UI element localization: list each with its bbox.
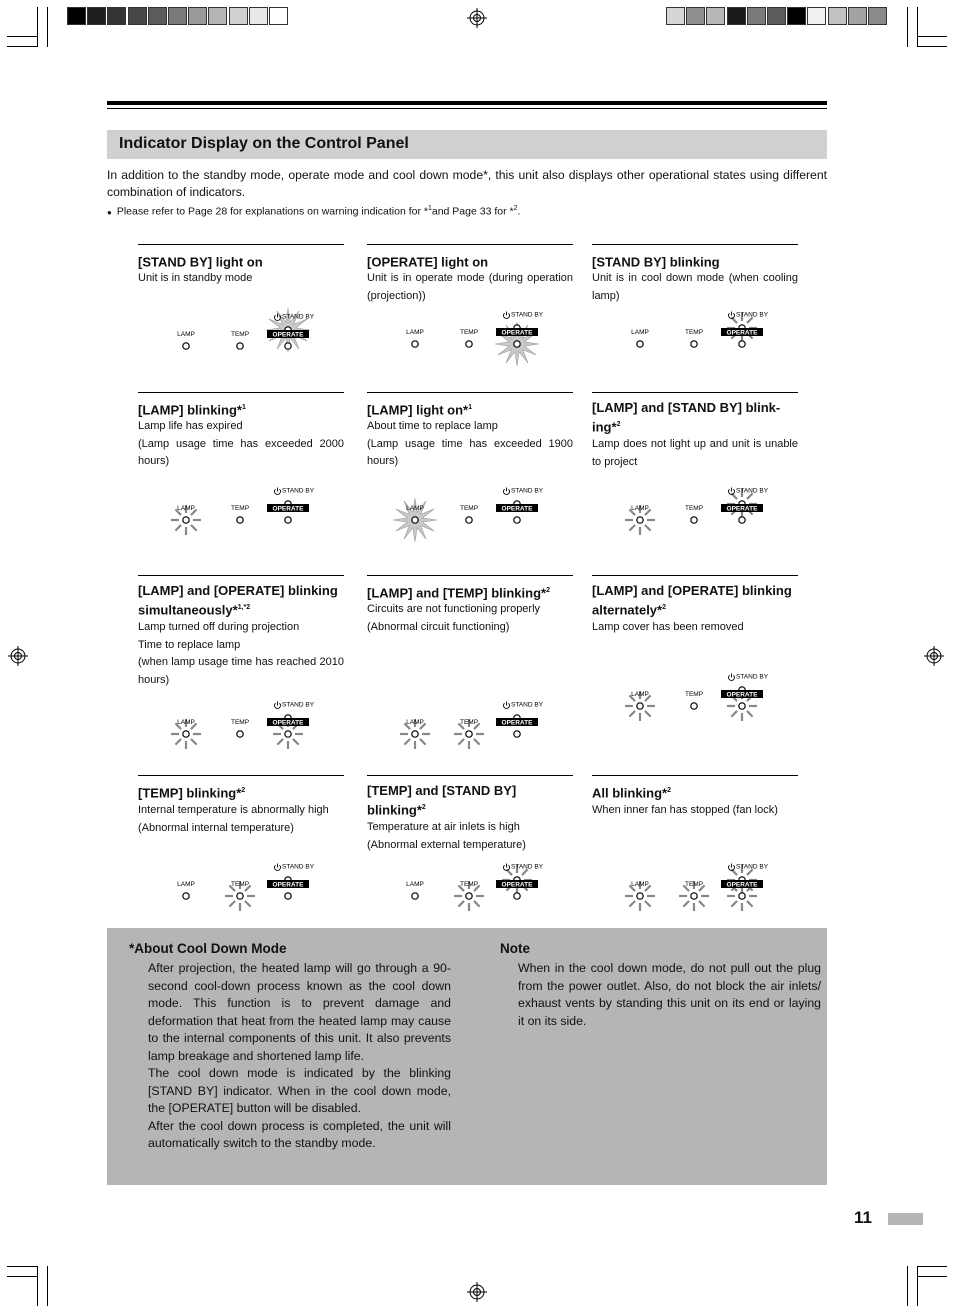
registration-mark-icon — [467, 1282, 487, 1302]
indicator-panel — [138, 300, 344, 370]
registration-mark-icon — [8, 646, 28, 666]
state-title: [STAND BY] light on — [138, 254, 263, 270]
color-swatch — [107, 7, 126, 25]
standby-label: STAND BY — [282, 313, 315, 321]
bullet-icon: ● — [107, 207, 112, 217]
page-number: 11 — [854, 1208, 872, 1227]
lamp-label: LAMP — [406, 881, 424, 888]
state-description: Lamp does not light up and unit is unable to project — [592, 438, 798, 468]
operate-indicator — [514, 517, 520, 523]
temp-indicator — [237, 893, 243, 899]
state-title: [TEMP] blinking*$^2$ — [138, 785, 246, 801]
power-icon — [504, 488, 510, 495]
standby-label: STAND BY — [736, 863, 769, 871]
state-title: [STAND BY] blinking — [592, 254, 720, 270]
registration-mark-icon — [924, 646, 944, 666]
state-title: [LAMP] blinking*$^1$ — [138, 402, 246, 418]
standby-label: STAND BY — [736, 487, 769, 495]
card-rule — [592, 392, 798, 393]
card-rule — [367, 575, 573, 576]
temp-indicator — [691, 517, 697, 523]
crop-mark — [7, 46, 37, 47]
note-title: Note — [500, 941, 530, 956]
standby-label: STAND BY — [282, 701, 315, 709]
crop-mark — [907, 7, 908, 47]
crop-mark — [907, 1266, 908, 1306]
power-icon — [504, 312, 510, 319]
color-swatch — [666, 7, 685, 25]
indicator-panel — [592, 474, 798, 544]
temp-label: TEMP — [230, 505, 250, 512]
lamp-label: LAMP — [406, 329, 424, 336]
state-description: Internal temperature is abnormally high (Abnormal internal temperature) — [138, 804, 329, 834]
operate-label: OPERATE — [272, 881, 304, 889]
lamp-label: LAMP — [631, 881, 649, 888]
lamp-indicator — [183, 517, 189, 523]
info-box — [107, 928, 827, 1185]
power-icon — [504, 702, 510, 709]
lamp-label: LAMP — [177, 505, 195, 512]
section-title: Indicator Display on the Control Panel — [119, 135, 409, 152]
color-swatch — [148, 7, 167, 25]
lamp-indicator — [637, 341, 643, 347]
operate-label: OPERATE — [501, 329, 533, 337]
operate-label: OPERATE — [726, 881, 758, 889]
state-description: Circuits are not functioning properly (Abnormal circuit functioning) — [367, 603, 541, 633]
operate-indicator — [514, 893, 520, 899]
indicator-panel — [138, 850, 344, 920]
temp-label: TEMP — [459, 505, 479, 512]
crop-mark — [917, 1266, 947, 1267]
temp-label: TEMP — [684, 505, 704, 512]
state-description: Lamp turned off during projection Time to replace lamp (when lamp usage time has reached 2010 hours) — [138, 621, 344, 686]
crop-mark — [47, 7, 48, 47]
state-description: Temperature at air inlets is high (Abnormal external temperature) — [367, 821, 526, 851]
color-swatch — [188, 7, 207, 25]
card-rule — [367, 244, 573, 245]
standby-label: STAND BY — [511, 701, 544, 709]
lamp-label: LAMP — [177, 719, 195, 726]
crop-mark — [37, 7, 38, 47]
lamp-indicator — [412, 893, 418, 899]
lamp-indicator — [412, 517, 418, 523]
lamp-indicator — [412, 341, 418, 347]
color-swatch — [787, 7, 806, 25]
operate-label: OPERATE — [272, 331, 304, 339]
operate-indicator — [285, 731, 291, 737]
lamp-indicator — [637, 893, 643, 899]
card-rule — [138, 775, 344, 776]
temp-indicator — [691, 893, 697, 899]
operate-indicator — [285, 893, 291, 899]
indicator-panel — [367, 850, 573, 920]
crop-mark — [7, 36, 37, 37]
lamp-indicator — [637, 517, 643, 523]
crop-mark — [37, 1266, 38, 1306]
color-swatch — [249, 7, 268, 25]
operate-label: OPERATE — [726, 691, 758, 699]
operate-indicator — [285, 517, 291, 523]
power-icon — [275, 488, 281, 495]
card-rule — [138, 244, 344, 245]
operate-label: OPERATE — [272, 505, 304, 513]
temp-indicator — [466, 893, 472, 899]
registration-mark-icon — [467, 8, 487, 28]
crop-mark — [917, 46, 947, 47]
operate-label: OPERATE — [501, 719, 533, 727]
lamp-indicator — [637, 703, 643, 709]
operate-indicator — [514, 731, 520, 737]
operate-indicator — [514, 341, 520, 347]
color-swatch — [87, 7, 106, 25]
header-rule — [107, 108, 827, 109]
operate-indicator — [739, 893, 745, 899]
page-tab — [888, 1213, 923, 1225]
card-rule — [138, 575, 344, 576]
state-description: Lamp cover has been removed — [592, 621, 744, 633]
operate-indicator — [285, 343, 291, 349]
indicator-panel — [138, 688, 344, 758]
temp-indicator — [466, 341, 472, 347]
lamp-label: LAMP — [406, 719, 424, 726]
state-description: Unit is in operate mode (during operation (projection)) — [367, 272, 573, 302]
color-swatch — [868, 7, 887, 25]
lamp-label: LAMP — [177, 881, 195, 888]
card-rule — [592, 244, 798, 245]
card-rule — [592, 575, 798, 576]
crop-mark — [7, 1276, 37, 1277]
color-swatch — [168, 7, 187, 25]
cool-down-text: After projection, the heated lamp will go through a 90-second cool-down process known as the cool down mode. This function is to prevent damage and deformation that heat from the heated lamp may cause to the internal components of this unit. It also prevents lamp breakage and shortened lamp life. The cool down mode is indicated by the blinking [STAND BY] indicator. When in the cool down mode, the [OPERATE] button will be disabled. After the cool down process is completed, the unit will automatically switch to the standby mode. — [148, 961, 451, 1150]
operate-label: OPERATE — [726, 505, 758, 513]
reference-note: ● Please refer to Page 28 for explanations on warning indication for *$^1$and Page 33 for *$^2$. — [107, 205, 521, 218]
crop-mark — [917, 7, 918, 47]
temp-indicator — [691, 341, 697, 347]
state-description: When inner fan has stopped (fan lock) — [592, 804, 778, 816]
color-swatch — [67, 7, 86, 25]
temp-indicator — [466, 731, 472, 737]
state-title: [LAMP] and [OPERATE] blinking alternately*$^2$ — [592, 583, 792, 618]
section-header — [107, 130, 827, 159]
temp-label: TEMP — [684, 691, 704, 698]
crop-mark — [47, 1266, 48, 1306]
card-rule — [138, 392, 344, 393]
indicator-panel — [367, 474, 573, 544]
standby-label: STAND BY — [736, 673, 769, 681]
color-swatch — [208, 7, 227, 25]
standby-label: STAND BY — [736, 311, 769, 319]
indicator-panel — [592, 850, 798, 920]
card-rule — [367, 775, 573, 776]
standby-label: STAND BY — [282, 863, 315, 871]
indicator-panel — [592, 660, 798, 730]
card-rule — [592, 775, 798, 776]
color-swatch — [828, 7, 847, 25]
power-icon — [275, 864, 281, 871]
crop-mark — [7, 1266, 37, 1267]
temp-label: TEMP — [230, 331, 250, 338]
operate-indicator — [739, 703, 745, 709]
color-swatch — [747, 7, 766, 25]
lamp-label: LAMP — [631, 691, 649, 698]
operate-indicator — [739, 341, 745, 347]
color-swatch — [706, 7, 725, 25]
temp-label: TEMP — [684, 329, 704, 336]
lamp-label: LAMP — [631, 329, 649, 336]
color-swatch — [807, 7, 826, 25]
standby-label: STAND BY — [511, 863, 544, 871]
state-title: [OPERATE] light on — [367, 254, 489, 270]
temp-indicator — [466, 517, 472, 523]
temp-label: TEMP — [684, 881, 704, 888]
operate-label: OPERATE — [272, 719, 304, 727]
crop-mark — [917, 1266, 918, 1306]
state-description: About time to replace lamp (Lamp usage time has exceeded 1900 hours) — [367, 420, 573, 467]
crop-mark — [917, 36, 947, 37]
state-title: [LAMP] and [TEMP] blinking*$^2$ — [367, 585, 550, 601]
temp-label: TEMP — [459, 719, 479, 726]
indicator-panel — [367, 688, 573, 758]
color-swatch — [767, 7, 786, 25]
color-swatch — [727, 7, 746, 25]
temp-indicator — [691, 703, 697, 709]
state-description: Unit is in cool down mode (when cooling lamp) — [592, 272, 798, 302]
color-swatch — [848, 7, 867, 25]
state-description: Unit is in standby mode — [138, 272, 253, 284]
temp-label: TEMP — [230, 881, 250, 888]
temp-label: TEMP — [230, 719, 250, 726]
standby-label: STAND BY — [511, 487, 544, 495]
lamp-label: LAMP — [406, 505, 424, 512]
temp-indicator — [237, 517, 243, 523]
state-title: [LAMP] and [OPERATE] blinking simultaneously*$^{1,*2}$ — [138, 583, 338, 618]
color-swatch — [269, 7, 288, 25]
standby-label: STAND BY — [511, 311, 544, 319]
standby-label: STAND BY — [282, 487, 315, 495]
operate-label: OPERATE — [501, 505, 533, 513]
lamp-label: LAMP — [177, 331, 195, 338]
power-icon — [275, 702, 281, 709]
state-title: [LAMP] light on*$^1$ — [367, 402, 472, 418]
lamp-indicator — [412, 731, 418, 737]
indicator-panel — [138, 474, 344, 544]
temp-indicator — [237, 343, 243, 349]
intro-paragraph: In addition to the standby mode, operate mode and cool down mode*, this unit also displays other operational states using different combination of indicators. — [107, 168, 827, 199]
lamp-indicator — [183, 731, 189, 737]
temp-label: TEMP — [459, 329, 479, 336]
color-swatch — [229, 7, 248, 25]
operate-label: OPERATE — [501, 881, 533, 889]
state-description: Lamp life has expired (Lamp usage time has exceeded 2000 hours) — [138, 420, 344, 467]
lamp-label: LAMP — [631, 505, 649, 512]
power-icon — [729, 674, 735, 681]
indicator-panel — [592, 298, 798, 368]
operate-label: OPERATE — [726, 329, 758, 337]
header-rule — [107, 101, 827, 105]
crop-mark — [917, 1276, 947, 1277]
lamp-indicator — [183, 343, 189, 349]
lamp-indicator — [183, 893, 189, 899]
operate-indicator — [739, 517, 745, 523]
state-title: [LAMP] and [STAND BY] blink-ing*$^2$ — [592, 400, 781, 435]
temp-label: TEMP — [459, 881, 479, 888]
card-rule — [367, 392, 573, 393]
state-title: [TEMP] and [STAND BY] blinking*$^2$ — [367, 783, 517, 818]
state-title: All blinking*$^2$ — [592, 785, 672, 801]
indicator-panel — [367, 298, 573, 368]
cool-down-title: *About Cool Down Mode — [129, 941, 287, 956]
color-swatch — [128, 7, 147, 25]
color-swatch — [686, 7, 705, 25]
note-text: When in the cool down mode, do not pull out the plug from the power outlet. Also, do not block the air inlets/ exhaust vents by standing this unit on its end or laying it on its side. — [518, 961, 821, 1028]
temp-indicator — [237, 731, 243, 737]
